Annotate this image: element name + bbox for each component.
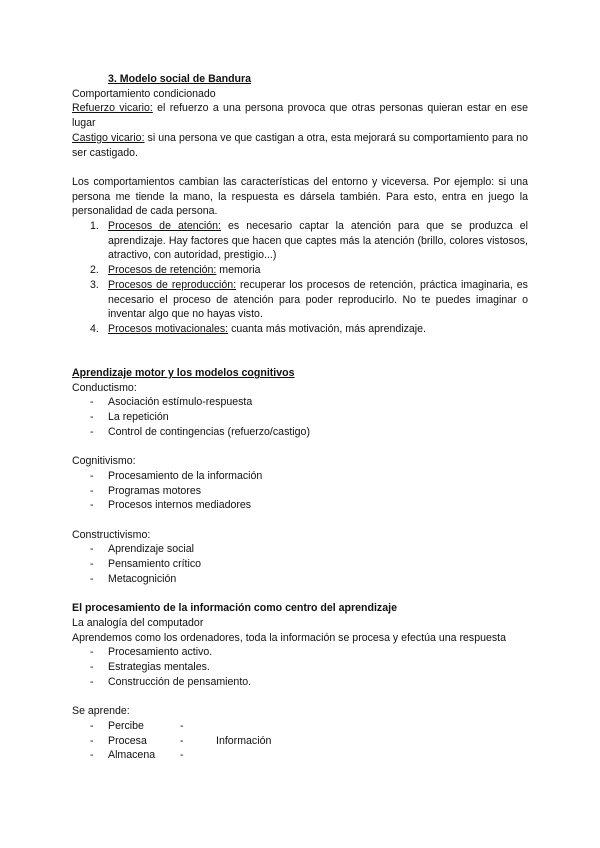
dash-bullet: - bbox=[90, 675, 94, 688]
list-item bbox=[72, 410, 528, 425]
procesamiento-list bbox=[72, 645, 528, 689]
list-item bbox=[72, 322, 528, 337]
list-item-text: Pensamiento crítico bbox=[108, 558, 202, 571]
dash-bullet: - bbox=[180, 734, 184, 747]
list-item bbox=[72, 675, 528, 690]
list-item-text: Procesos internos mediadores bbox=[108, 499, 252, 512]
dash-bullet: - bbox=[90, 396, 94, 409]
dash-bullet: - bbox=[90, 543, 94, 556]
list-item bbox=[72, 542, 528, 557]
cognitivismo-label: Cognitivismo: bbox=[72, 455, 136, 468]
dash-bullet: - bbox=[90, 484, 94, 497]
dash-bullet: - bbox=[90, 719, 94, 732]
list-item-text: Programas motores bbox=[108, 484, 202, 497]
castigo-term: Castigo vicario: bbox=[72, 131, 145, 144]
list-item bbox=[72, 219, 528, 263]
aprendemos-text: Aprendemos como los ordenadores, toda la información se procesa y efectúa una respuesta bbox=[72, 631, 507, 644]
list-item-text: Asociación estímulo-respuesta bbox=[108, 396, 253, 409]
processes-list bbox=[72, 219, 528, 337]
list-item bbox=[72, 263, 528, 278]
list-item-text: Aprendizaje social bbox=[108, 543, 194, 556]
refuerzo-text: el refuerzo a una persona provoca que otras personas quieran estar en ese lugar bbox=[72, 102, 528, 130]
se-aprende-label: Se aprende: bbox=[72, 705, 130, 718]
process-term: Procesos de reproducción: bbox=[108, 278, 237, 291]
process-term: Procesos de atención: bbox=[108, 220, 221, 233]
list-item bbox=[72, 278, 528, 322]
dash-bullet: - bbox=[180, 749, 184, 762]
list-item bbox=[72, 572, 528, 587]
analogia-text: La analogía del computador bbox=[72, 616, 204, 629]
procesamiento-heading: El procesamiento de la información como centro del aprendizaje bbox=[72, 602, 397, 615]
process-term: Procesos motivacionales: bbox=[108, 322, 229, 335]
conductismo-label: Conductismo: bbox=[72, 381, 137, 394]
dash-bullet: - bbox=[180, 719, 184, 732]
refuerzo-term: Refuerzo vicario: bbox=[72, 102, 153, 115]
refuerzo-paragraph bbox=[72, 101, 528, 130]
list-item-text: Almacena bbox=[108, 749, 156, 762]
dash-bullet: - bbox=[90, 572, 94, 585]
document-content bbox=[72, 72, 528, 763]
dash-bullet: - bbox=[90, 469, 94, 482]
list-item-text: La repetición bbox=[108, 411, 169, 424]
bandura-heading: 3. Modelo social de Bandura bbox=[108, 73, 252, 85]
bandura-subtitle: Comportamiento condicionado bbox=[72, 87, 216, 100]
process-text: cuanta más motivación, más aprendizaje. bbox=[228, 322, 426, 335]
list-number: 2. bbox=[90, 264, 99, 277]
motor-heading: Aprendizaje motor y los modelos cognitivos bbox=[72, 367, 295, 380]
dash-bullet: - bbox=[90, 734, 94, 747]
list-item-text: Estrategias mentales. bbox=[108, 661, 210, 674]
cognitivismo-list bbox=[72, 469, 528, 513]
list-item bbox=[72, 660, 528, 675]
list-item bbox=[72, 557, 528, 572]
bandura-paragraph: Los comportamientos cambian las características del entorno y viceversa. Por ejemplo: si una persona me tiende la mano, la respuesta es dársela también. Para esto, entra en juego la personalidad de cada persona. bbox=[72, 175, 528, 218]
list-item-text: Metacognición bbox=[108, 572, 177, 585]
list-item-text: Percibe bbox=[108, 719, 144, 732]
se-aprende-row bbox=[72, 748, 528, 763]
castigo-paragraph bbox=[72, 131, 528, 160]
dash-bullet: - bbox=[90, 558, 94, 571]
list-item bbox=[72, 469, 528, 484]
castigo-text: si una persona ve que castigan a otra, esta mejorará su comportamiento para no ser castigado. bbox=[72, 131, 528, 159]
dash-bullet: - bbox=[90, 425, 94, 438]
list-number: 4. bbox=[90, 322, 99, 335]
list-item bbox=[72, 498, 528, 513]
dash-bullet: - bbox=[90, 411, 94, 424]
list-item bbox=[72, 425, 528, 440]
list-item bbox=[72, 395, 528, 410]
process-text: memoria bbox=[216, 264, 261, 277]
list-number: 3. bbox=[90, 278, 99, 291]
dash-bullet: - bbox=[90, 661, 94, 674]
constructivismo-list bbox=[72, 542, 528, 586]
conductismo-list bbox=[72, 395, 528, 439]
list-item-text: Procesamiento de la información bbox=[108, 469, 263, 482]
process-term: Procesos de retención: bbox=[108, 264, 217, 277]
list-item-text: Procesa bbox=[108, 734, 147, 747]
dash-bullet: - bbox=[90, 749, 94, 762]
se-aprende-row bbox=[72, 734, 528, 749]
process-text: recuperar los procesos de retención, práctica imaginaria, es necesario el proceso de atención para poder reproducirlo. No te puedes imaginar o inventar algo que no hayas visto. bbox=[108, 278, 528, 321]
process-text: es necesario captar la atención para que se produzca el aprendizaje. Hay factores que hacen que captes más la atención (brillo, colores vistosos, atractivo, con autoridad, prestigio...) bbox=[108, 220, 528, 262]
dash-bullet: - bbox=[90, 499, 94, 512]
dash-bullet: - bbox=[90, 646, 94, 659]
list-item-text: Construcción de pensamiento. bbox=[108, 675, 252, 688]
list-item-text: Control de contingencias (refuerzo/castigo) bbox=[108, 425, 310, 438]
informacion-label: Información bbox=[216, 734, 272, 747]
se-aprende-row bbox=[72, 719, 528, 734]
list-item bbox=[72, 645, 528, 660]
list-item bbox=[72, 484, 528, 499]
list-item-text: Procesamiento activo. bbox=[108, 646, 213, 659]
list-number: 1. bbox=[90, 220, 99, 233]
constructivismo-label: Constructivismo: bbox=[72, 528, 151, 541]
